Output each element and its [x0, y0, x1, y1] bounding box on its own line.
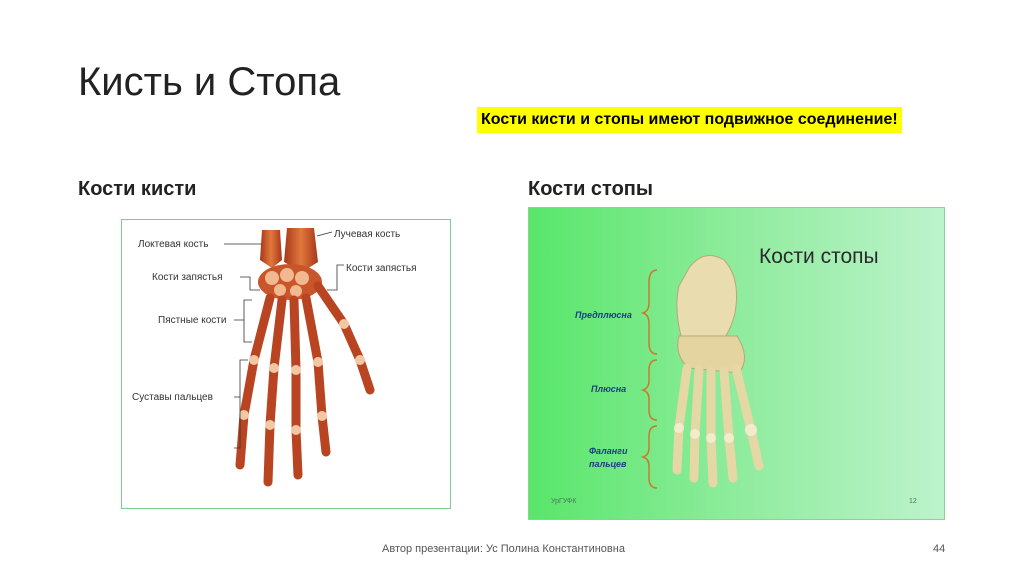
tarsal-bones: [677, 256, 737, 349]
metatarsus-label: Плюсна: [591, 384, 627, 394]
foot-heading: Кости стопы: [528, 178, 653, 200]
section-braces: [643, 270, 657, 488]
ulna-label: Локтевая кость: [138, 239, 209, 250]
foot-image-page: 12: [909, 498, 917, 505]
foot-bones-image: [528, 207, 945, 520]
metatarsal-bones: [677, 368, 759, 483]
hand-heading: Кости кисти: [78, 178, 197, 200]
phalanges-label-line1: Фаланги: [589, 446, 628, 456]
hand-bones-image: [121, 219, 451, 509]
hand-bones-illustration: [122, 220, 449, 507]
slide-title: Кисть и Стопа: [78, 60, 341, 104]
foot-bones-illustration: [529, 208, 943, 518]
finger-bones: [240, 286, 370, 482]
page-number: 44: [933, 543, 946, 555]
foot-image-title: Кости стопы: [759, 245, 879, 268]
radius-label: Лучевая кость: [334, 229, 401, 240]
finger-joints-label: Суставы пальцев: [132, 392, 213, 403]
phalanges-label-line2: пальцев: [589, 459, 627, 469]
tarsus-label: Предплюсна: [575, 310, 632, 320]
carpals-left-label: Кости запястья: [152, 272, 223, 283]
highlight-note: Кости кисти и стопы имеют подвижное соединение!: [477, 107, 902, 133]
ulna-bone: [260, 230, 282, 268]
metacarpals-label: Пястные кости: [158, 315, 227, 326]
footer-author: Автор презентации: Ус Полина Константиновна: [382, 543, 625, 555]
foot-watermark: УрГУФК: [551, 498, 577, 505]
carpals-right-label: Кости запястья: [346, 263, 417, 274]
